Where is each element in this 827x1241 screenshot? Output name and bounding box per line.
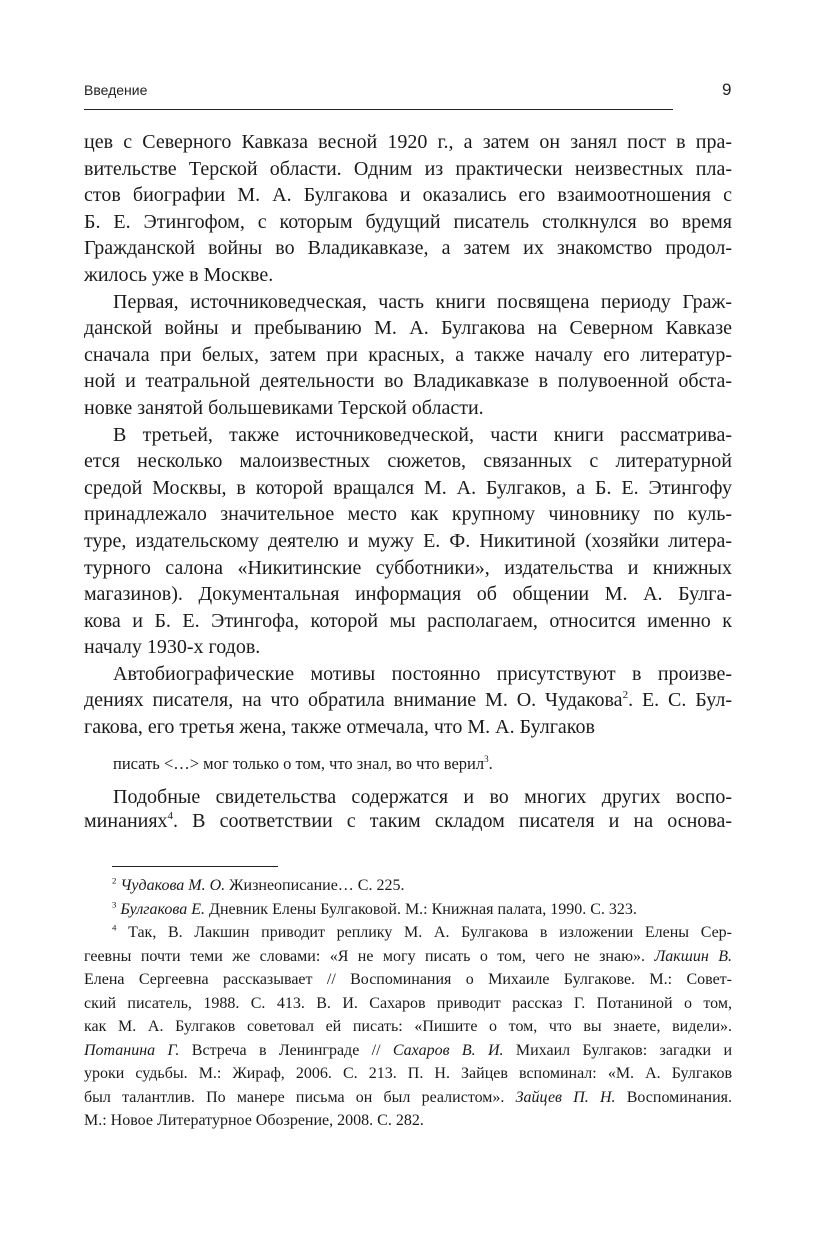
footnote-ref: 2 <box>622 689 629 702</box>
text-run: принадлежало значительное место как крупному чиновнику по куль- <box>84 503 732 526</box>
paragraph <box>84 129 732 289</box>
text-line <box>84 262 732 289</box>
text-line <box>84 129 732 156</box>
text-run: Жизнеописание… С. 225. <box>225 877 405 894</box>
text-line <box>84 475 732 502</box>
text-line <box>84 714 732 741</box>
text-run: кова и Б. Е. Этингофа, которой мы располагаем, относится именно к <box>84 609 732 632</box>
text-run: гакова, его третья жена, также отмечала, что М. А. Булгаков <box>84 716 595 739</box>
text-run: писать <…> мог только о том, что знал, во что верил <box>113 753 485 773</box>
text-run: . <box>488 753 493 773</box>
text-run: сначала при белых, затем при красных, а также началу его литератур- <box>84 343 732 366</box>
text-run: Михаил Булгаков: загадки и <box>503 1041 732 1059</box>
text-run: Воспоминания. <box>615 1088 733 1106</box>
footnote-divider <box>112 866 278 867</box>
text-run: Встреча в Ленинграде // <box>179 1041 393 1059</box>
text-run: средой Москвы, в которой вращался М. А. Булгаков, а Б. Е. Этингофу <box>84 476 732 499</box>
text-line <box>84 898 732 922</box>
text-run: жилось уже в Москве. <box>84 263 274 286</box>
text-run: данской войны и пребыванию М. А. Булгакова на Северном Кавказе <box>84 317 732 340</box>
text-run: геевны почти теми же словами: «Я не могу писать о том, чего не знаю». <box>84 947 655 965</box>
text-line <box>84 528 732 555</box>
paragraph <box>84 289 732 422</box>
text-line <box>84 342 732 369</box>
paragraph-continued <box>84 785 732 834</box>
italic-text: Сахаров В. И. <box>392 1041 504 1059</box>
text-line <box>84 874 732 898</box>
italic-text: Чудакова М. О. <box>120 877 226 894</box>
text-run: Подобные свидетельства содержатся и во многих других воспо- <box>113 785 732 808</box>
text-line <box>84 1062 732 1086</box>
text-line <box>84 501 732 528</box>
text-line <box>84 422 732 449</box>
text-run: Дневник Елены Булгаковой. М.: Книжная палата, 1990. С. 323. <box>205 900 637 918</box>
text-line <box>84 581 732 608</box>
text-run: . В соответствии с таким складом писателя и на основа- <box>173 810 732 833</box>
text-line <box>84 368 732 395</box>
italic-text: Лакшин В. <box>654 947 733 965</box>
page-number: 9 <box>722 80 732 99</box>
text-run: . Е. С. Бул- <box>628 689 732 712</box>
text-run: вительстве Терской области. Одним из практически неизвестных пла- <box>84 157 732 180</box>
text-run: уроки судьбы. М.: Жираф, 2006. С. 213. П. Н. Зайцев вспоминал: «М. А. Булгаков <box>84 1065 732 1082</box>
text-line <box>84 785 732 810</box>
text-line <box>84 945 732 969</box>
text-run: турного салона «Никитинские субботники», издательства и книжных <box>84 556 732 579</box>
text-run: Так, В. Лакшин приводит реплику М. А. Булгакова в изложении Елены Сер- <box>116 924 732 941</box>
text-line <box>84 661 732 688</box>
chapter-title: Введение <box>84 82 148 98</box>
text-run: как М. А. Булгаков советовал ей писать: «Пишите о том, что вы знаете, видели». <box>84 1018 732 1035</box>
text-line <box>84 209 732 236</box>
italic-text: Потанина Г. <box>84 1041 180 1059</box>
text-run: Б. Е. Этингофом, с которым будущий писатель столкнулся во время <box>84 210 732 233</box>
text-run: цев с Северного Кавказа весной 1920 г., а затем он занял пост в пра- <box>84 131 732 153</box>
text-line <box>84 156 732 183</box>
text-run: ется несколько малоизвестных сюжетов, связанных с литературной <box>84 450 732 473</box>
main-text <box>84 129 732 834</box>
paragraph <box>84 422 732 661</box>
text-line <box>84 992 732 1016</box>
text-line <box>84 1015 732 1039</box>
text-line <box>84 809 732 834</box>
text-run: ной и театральной деятельности во Владикавказе в полувоенной обста- <box>84 370 732 393</box>
text-run: минаниях <box>84 810 168 833</box>
footnotes <box>84 874 732 1133</box>
text-run: В третьей, также источниковедческой, части книги рассматрива- <box>113 423 732 446</box>
text-line <box>84 634 732 661</box>
footnote <box>84 898 732 922</box>
text-line <box>84 608 732 635</box>
italic-text: Булгакова Е. <box>120 900 206 918</box>
text-run: туре, издательскому деятелю и мужу Е. Ф. Никитиной (хозяйки литера- <box>84 529 732 552</box>
text-run: М.: Новое Литературное Обозрение, 2008. С. 282. <box>84 1112 424 1129</box>
text-run: дениях писателя, на что обратила внимание М. О. Чудакова <box>84 689 623 712</box>
footnote-ref: 3 <box>484 753 489 764</box>
block-quote <box>84 749 732 779</box>
footnote-ref: 3 <box>112 898 117 909</box>
header-divider <box>84 109 673 110</box>
text-line <box>84 182 732 209</box>
footnote-ref: 2 <box>112 875 117 886</box>
text-line <box>84 448 732 475</box>
footnote-ref: 4 <box>167 809 174 822</box>
text-line <box>84 395 732 422</box>
text-line <box>84 555 732 582</box>
text-run: новке занятой большевиками Терской области. <box>84 396 484 419</box>
text-run: Елена Сергеевна рассказывает // Воспоминания о Михаиле Булгакове. М.: Совет- <box>84 971 732 988</box>
italic-text: Зайцев П. Н. <box>515 1088 616 1106</box>
paragraph <box>84 661 732 741</box>
text-line <box>84 687 732 714</box>
text-line <box>84 921 732 945</box>
text-run: началу 1930-х годов. <box>84 636 261 659</box>
footnote <box>84 874 732 898</box>
text-run: Автобиографические мотивы постоянно присутствуют в произве- <box>113 662 732 685</box>
text-line <box>84 1086 732 1110</box>
footnote-ref: 4 <box>112 922 117 933</box>
text-run: стов биографии М. А. Булгакова и оказались его взаимоотношения с <box>84 184 732 207</box>
text-run: ский писатель, 1988. С. 413. В. И. Сахаров приводит рассказ Г. Потаниной о том, <box>84 994 732 1012</box>
text-line <box>84 235 732 262</box>
text-line <box>84 1039 732 1063</box>
text-run: был талантлив. По манере письма он был реалистом». <box>84 1088 516 1106</box>
text-run: Первая, источниковедческая, часть книги посвящена периоду Граж- <box>113 290 732 313</box>
text-line <box>84 968 732 992</box>
text-line <box>84 1109 732 1133</box>
text-run: магазинов). Документальная информация об общении М. А. Булга- <box>84 583 732 606</box>
text-line <box>84 289 732 316</box>
footnote <box>84 921 732 1133</box>
text-line <box>84 315 732 342</box>
text-run: Гражданской войны во Владикавказе, а затем их знакомство продол- <box>84 237 732 260</box>
